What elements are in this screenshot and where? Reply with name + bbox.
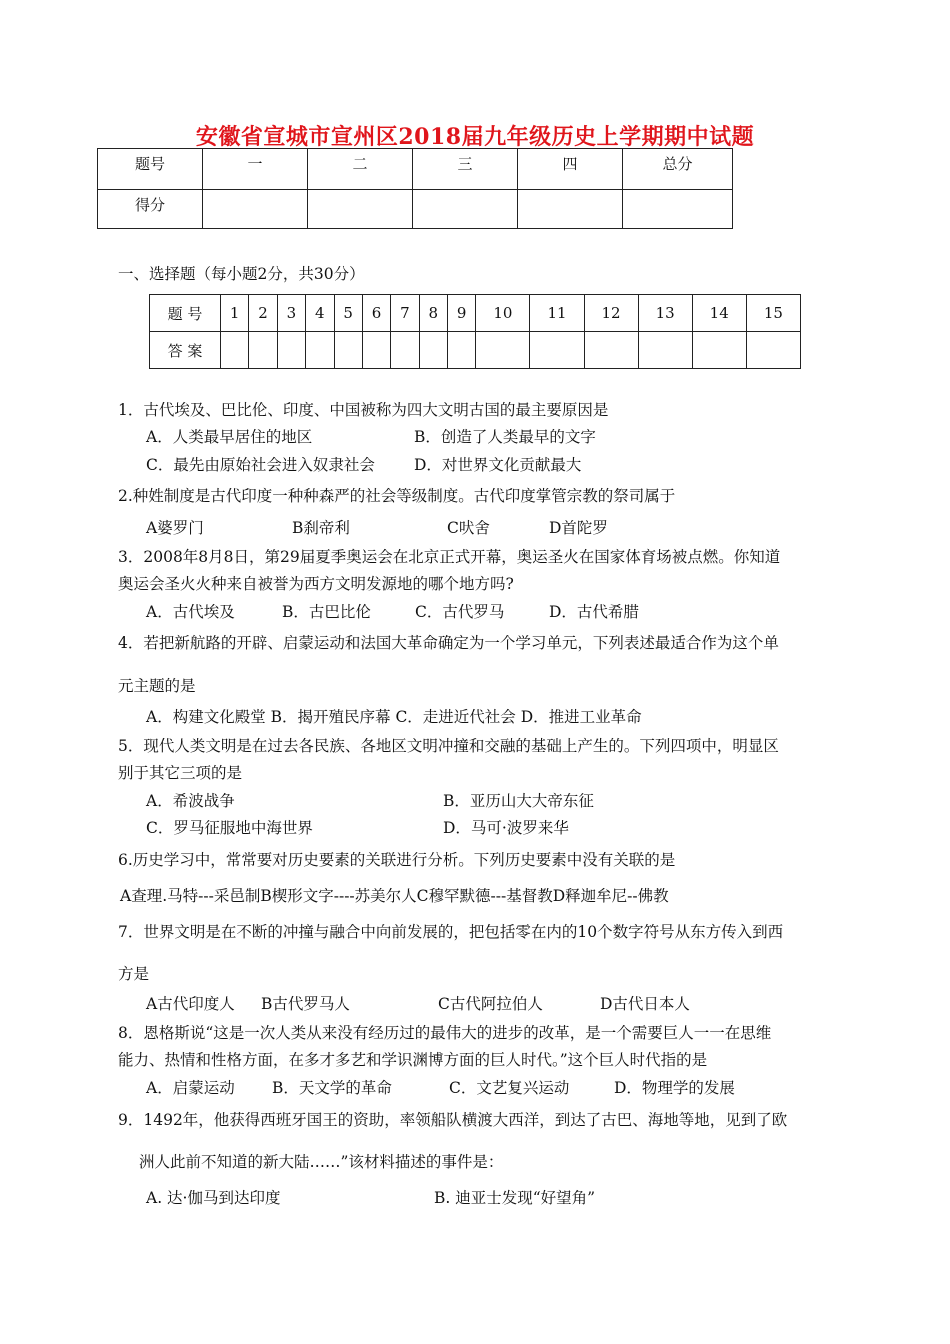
answer-table: [149, 294, 801, 369]
question-1-stem: 1．古代埃及、巴比伦、印度、中国被称为四大文明古国的最主要原因是: [118, 401, 609, 419]
section-heading: 一、选择题（每小题2分，共30分）: [118, 265, 365, 283]
question-8-option-c: C．文艺复兴运动: [449, 1079, 570, 1097]
answer-cell: [277, 332, 305, 369]
answer-cell: [249, 332, 277, 369]
score-header-cell: 四: [518, 149, 623, 190]
question-5-stem: 5．现代人类文明是在过去各民族、各地区文明冲撞和交融的基础上产生的。下列四项中，明显区: [118, 737, 779, 755]
answer-number: 3: [277, 295, 305, 332]
score-header-cell: 一: [203, 149, 308, 190]
answer-cell: [476, 332, 530, 369]
question-5-option-b: B．亚历山大大帝东征: [443, 792, 594, 810]
question-2-option-b: B刹帝利: [292, 519, 350, 537]
answer-cell: [448, 332, 476, 369]
answer-number-label: 题 号: [150, 295, 221, 332]
answer-number: 13: [638, 295, 692, 332]
score-header-cell: 三: [413, 149, 518, 190]
answer-row: [150, 332, 801, 369]
answer-cell: [584, 332, 638, 369]
question-2-stem: 2.种姓制度是古代印度一种种森严的社会等级制度。古代印度掌管宗教的祭司属于: [118, 487, 676, 505]
question-4-stem: 4．若把新航路的开辟、启蒙运动和法国大革命确定为一个学习单元，下列表述最适合作为这个单: [118, 634, 779, 652]
question-5-stem-cont: 别于其它三项的是: [118, 764, 243, 782]
question-2-option-c: C吠舍: [447, 519, 490, 537]
question-5-option-a: A．希波战争: [146, 792, 235, 810]
question-7-option-d: D古代日本人: [600, 995, 690, 1013]
answer-number: 6: [362, 295, 390, 332]
answer-cell: [530, 332, 584, 369]
answer-number: 4: [306, 295, 334, 332]
answer-number: 10: [476, 295, 530, 332]
answer-number: 2: [249, 295, 277, 332]
question-1-option-c: C．最先由原始社会进入奴隶社会: [146, 456, 375, 474]
question-7-option-a: A古代印度人: [146, 995, 235, 1013]
question-7-stem-cont: 方是: [118, 965, 150, 983]
score-cell: [623, 190, 733, 229]
question-4-options: A．构建文化殿堂 B．揭开殖民序幕 C．走进近代社会 D．推进工业革命: [146, 708, 642, 726]
answer-cell: [746, 332, 800, 369]
answer-label: 答 案: [150, 332, 221, 369]
question-7-option-b: B古代罗马人: [261, 995, 350, 1013]
question-3-option-b: B．古巴比伦: [282, 603, 371, 621]
question-3-option-d: D．古代希腊: [549, 603, 639, 621]
score-header-row: [98, 149, 733, 190]
answer-number: 1: [221, 295, 249, 332]
question-5-option-c: C．罗马征服地中海世界: [146, 819, 313, 837]
score-value-row: [98, 190, 733, 229]
answer-number: 14: [692, 295, 746, 332]
question-8-option-a: A．启蒙运动: [146, 1079, 235, 1097]
answer-cell: [638, 332, 692, 369]
answer-number-row: [150, 295, 801, 332]
question-8-stem: 8．恩格斯说“这是一次人类从来没有经历过的最伟大的进步的改革，是一个需要巨人一一在思维: [118, 1024, 772, 1042]
score-table: [97, 148, 733, 229]
question-1-option-d: D．对世界文化贡献最大: [414, 456, 582, 474]
score-header-cell: 总分: [623, 149, 733, 190]
score-cell: [203, 190, 308, 229]
answer-number: 12: [584, 295, 638, 332]
answer-number: 5: [334, 295, 362, 332]
answer-cell: [221, 332, 249, 369]
answer-number: 7: [391, 295, 419, 332]
question-3-stem-cont: 奥运会圣火火种来自被誉为西方文明发源地的哪个地方吗?: [118, 575, 514, 593]
answer-number: 9: [448, 295, 476, 332]
score-row-label: 得分: [98, 190, 203, 229]
score-header-cell: 二: [308, 149, 413, 190]
question-1-option-b: B．创造了人类最早的文字: [414, 428, 596, 446]
question-7-option-c: C古代阿拉伯人: [438, 995, 543, 1013]
answer-cell: [306, 332, 334, 369]
question-7-stem: 7．世界文明是在不断的冲撞与融合中向前发展的，把包括零在内的10个数字符号从东方传入到西: [118, 923, 784, 941]
answer-cell: [692, 332, 746, 369]
question-3-option-a: A．古代埃及: [146, 603, 235, 621]
question-9-stem: 9．1492年，他获得西班牙国王的资助，率领船队横渡大西洋，到达了古巴、海地等地，见到了欧: [118, 1111, 788, 1129]
score-cell: [413, 190, 518, 229]
question-1-option-a: A．人类最早居住的地区: [146, 428, 313, 446]
question-3-stem: 3．2008年8月8日，第29届夏季奥运会在北京正式开幕，奥运圣火在国家体育场被点燃。你知道: [118, 548, 781, 566]
question-5-option-d: D．马可·波罗来华: [443, 819, 569, 837]
question-2-option-d: D首陀罗: [549, 519, 608, 537]
question-2-option-a: A婆罗门: [146, 519, 204, 537]
question-8-option-b: B．天文学的革命: [272, 1079, 392, 1097]
question-6-options: A查理.马特---采邑制B楔形文字----苏美尔人C穆罕默德---基督教D释迦牟尼--佛教: [120, 887, 669, 905]
question-3-option-c: C．古代罗马: [415, 603, 505, 621]
answer-cell: [334, 332, 362, 369]
score-header-cell: 题号: [98, 149, 203, 190]
question-8-option-d: D．物理学的发展: [614, 1079, 735, 1097]
score-cell: [518, 190, 623, 229]
answer-number: 11: [530, 295, 584, 332]
question-4-stem-cont: 元主题的是: [118, 677, 196, 695]
answer-cell: [362, 332, 390, 369]
page-title: 安徽省宣城市宣州区2018届九年级历史上学期期中试题: [195, 124, 755, 150]
answer-cell: [419, 332, 447, 369]
question-9-stem-cont: 洲人此前不知道的新大陆……”该材料描述的事件是：: [139, 1153, 504, 1171]
question-8-stem-cont: 能力、热情和性格方面，在多才多艺和学识渊博方面的巨人时代。”这个巨人时代指的是: [118, 1051, 708, 1069]
score-cell: [308, 190, 413, 229]
question-9-option-a: A. 达·伽马到达印度: [146, 1189, 281, 1207]
answer-number: 8: [419, 295, 447, 332]
answer-number: 15: [746, 295, 800, 332]
answer-cell: [391, 332, 419, 369]
question-6-stem: 6.历史学习中，常常要对历史要素的关联进行分析。下列历史要素中没有关联的是: [118, 851, 676, 869]
question-9-option-b: B. 迪亚士发现“好望角”: [434, 1189, 596, 1207]
